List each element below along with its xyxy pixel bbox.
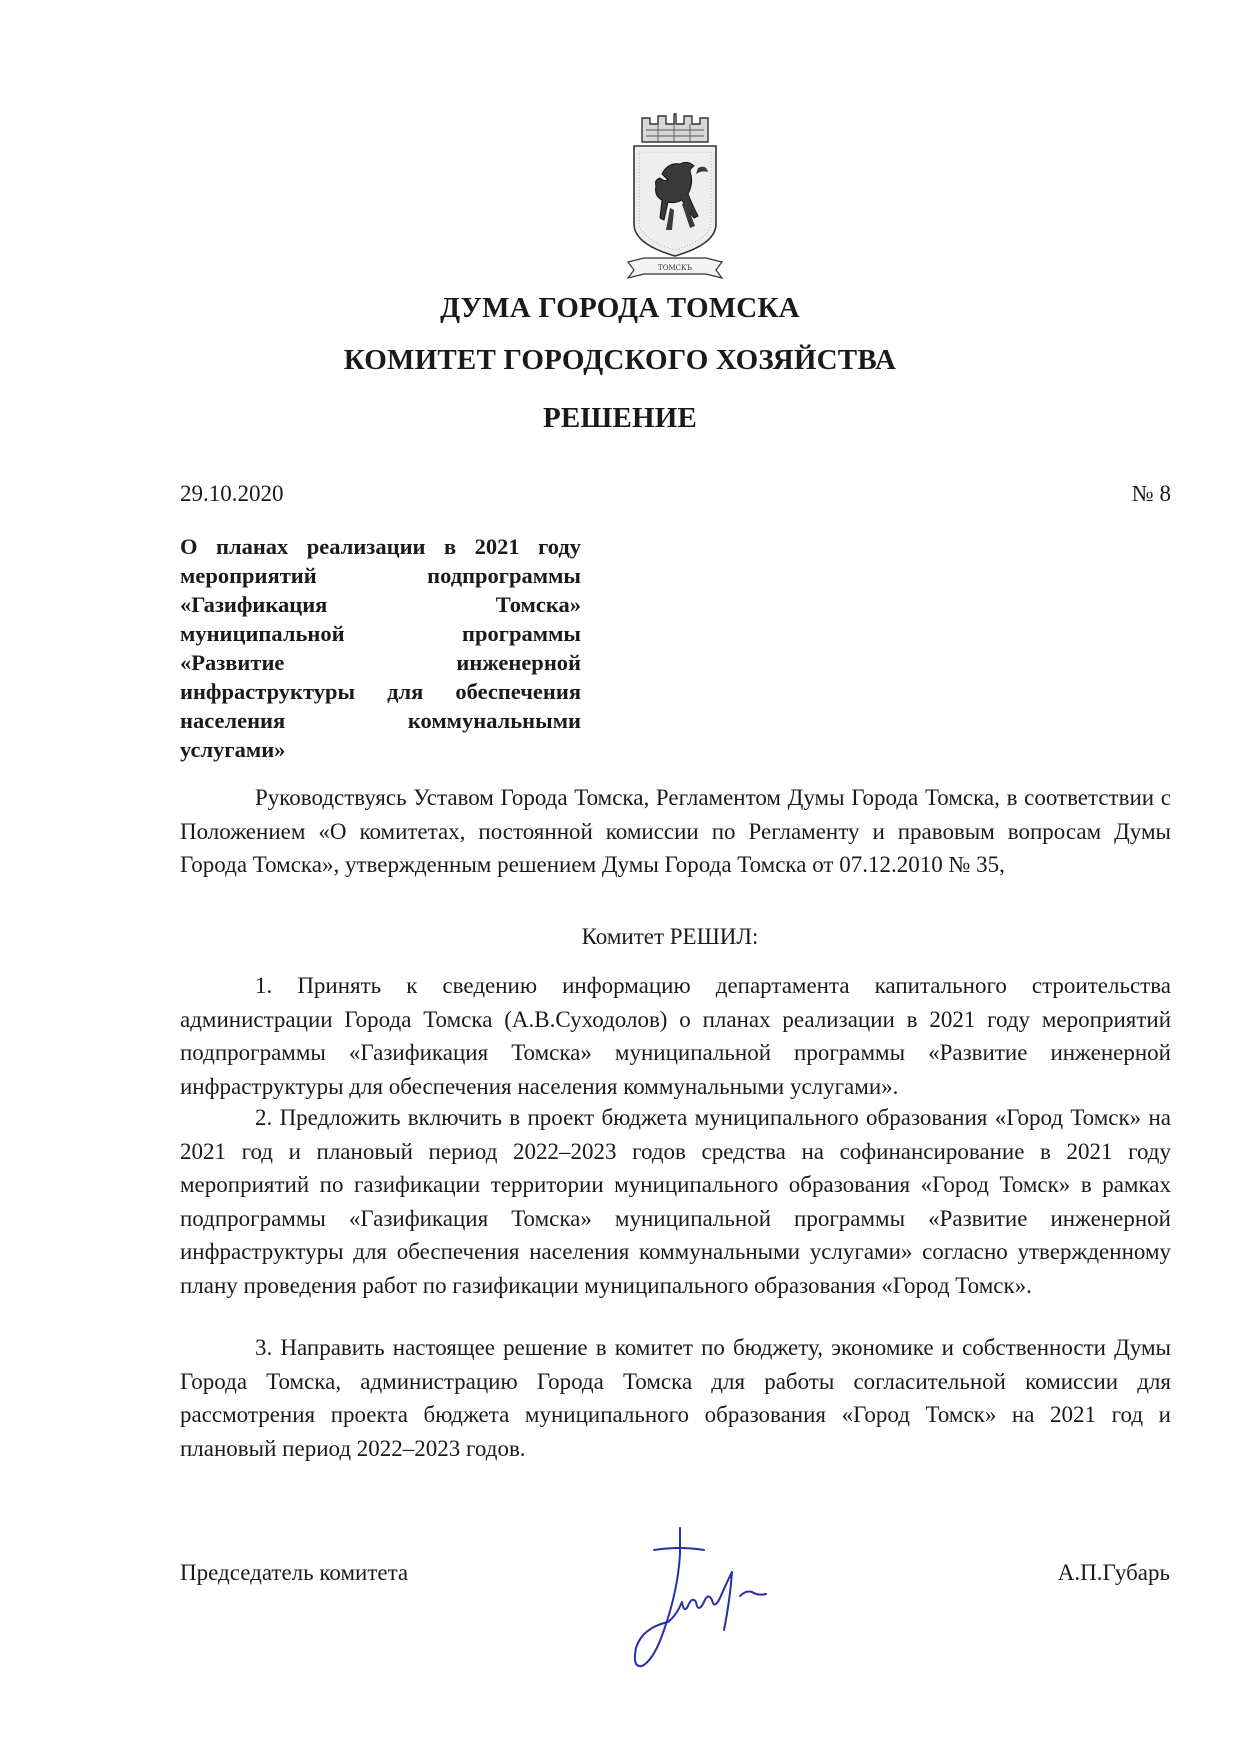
intro-paragraph: Руководствуясь Уставом Города Томска, Регламентом Думы Города Томска, в соответствии с Положением «О комитетах, постоянной комиссии по Регламенту и правовым вопросам Думы Города Томска», утвержденным решением Думы Города Томска от 07.12.2010 № 35, [180, 785, 1171, 877]
decision-item-3: 3. Направить настоящее решение в комитет по бюджету, экономике и собственности Думы Города Томска, администрацию Города Томска для работы согласительной комиссии для рассмотрения проекта бюджета муниципального образования «Город Томск» на 2021 год и плановый период 2022–2023 годов. [180, 1335, 1171, 1461]
subject-line: услугами» [180, 737, 286, 762]
decision-item-1: 1. Принять к сведению информацию департамента капитального строительства администрации Города Томска (А.В.Суходолов) о планах реализации в 2021 году мероприятий подпрограммы «Газификация Томска» муниципальной программы «Развитие инженерной инфраструктуры для обеспечения населения коммунальными услугами». [180, 973, 1171, 1099]
resolved-heading: Комитет РЕШИЛ: [581, 924, 759, 949]
document-type: РЕШЕНИЕ [542, 402, 698, 434]
subject-line: населения коммунальными [180, 708, 581, 733]
emblem-motto: ТОМСКЪ [658, 264, 692, 272]
document-date: 29.10.2020 [180, 481, 284, 506]
signer-name: А.П.Губарь [1057, 1560, 1170, 1585]
decision-item-2: 2. Предложить включить в проект бюджета муниципального образования «Город Томск» на 2021 год и плановый период 2022–2023 годов средства на софинансирование в 2021 году мероприятий по газификации территории муниципального образования «Город Томск» в рамках подпрограммы «Газификация Томска» муниципальной программы «Развитие инженерной инфраструктуры для обеспечения населения коммунальными услугами» согласно утвержденному плану проведения работ по газификации муниципального образования «Город Томск». [180, 1105, 1171, 1298]
signer-position: Председатель комитета [180, 1560, 409, 1585]
tomsk-coat-of-arms-icon [624, 112, 726, 282]
subject-line: мероприятий подпрограммы [180, 563, 581, 588]
handwritten-signature-icon [580, 1520, 830, 1680]
subject-line: «Развитие инженерной [180, 650, 581, 675]
subject-line: инфраструктуры для обеспечения [180, 679, 581, 704]
document-number: № 8 [1131, 481, 1171, 506]
subject-line: О планах реализации в 2021 году [180, 534, 581, 559]
subject-line: муниципальной программы [180, 621, 581, 646]
subject-line: «Газификация Томска» [180, 592, 581, 617]
subject-block [180, 532, 581, 764]
org-title: ДУМА ГОРОДА ТОМСКА [440, 292, 800, 324]
committee-title: КОМИТЕТ ГОРОДСКОГО ХОЗЯЙСТВА [343, 344, 897, 376]
